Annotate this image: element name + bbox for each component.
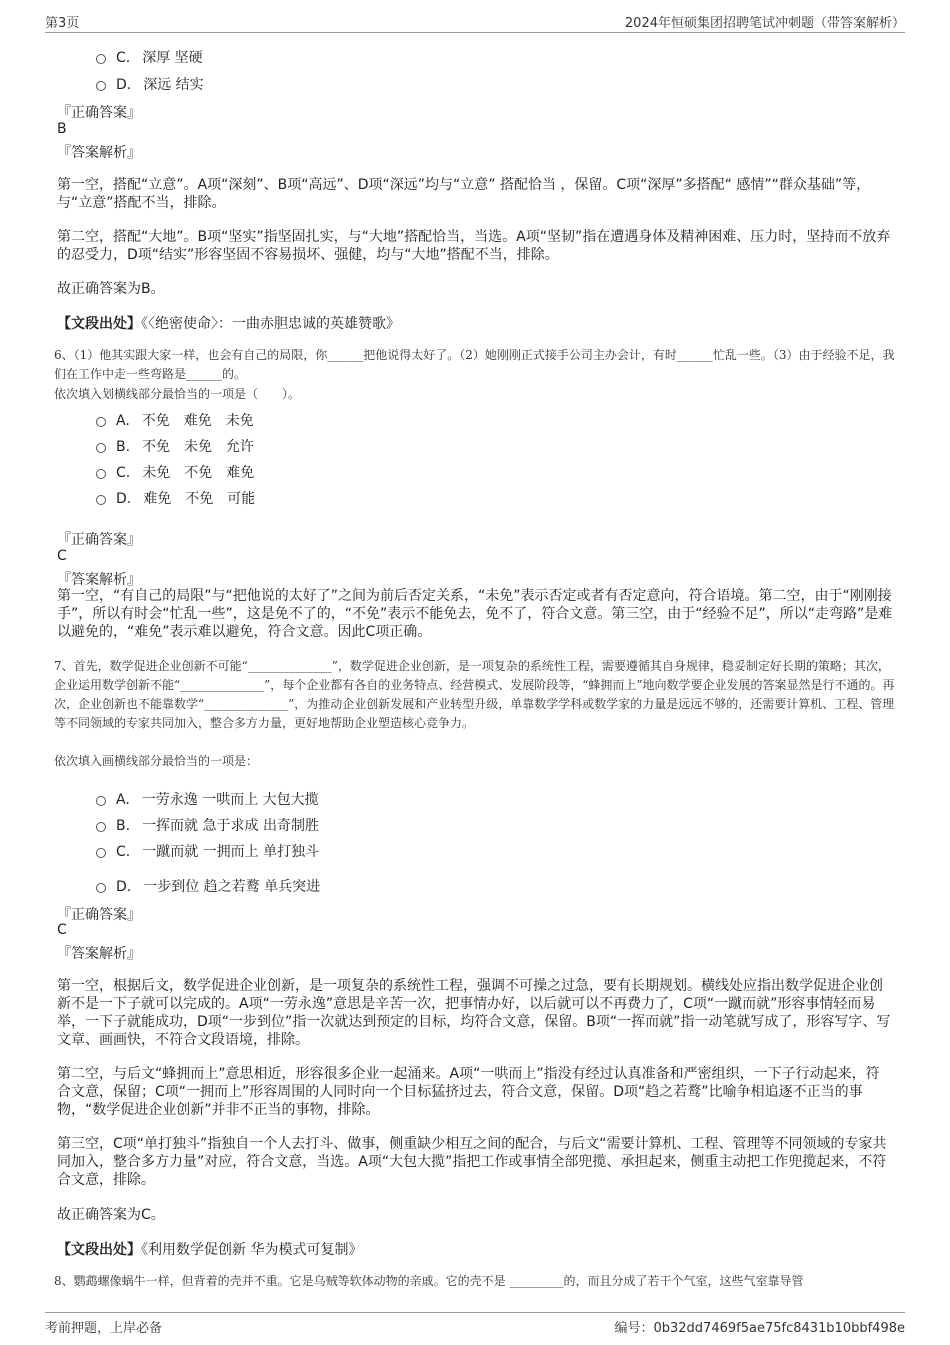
correct-answer: C	[57, 922, 67, 938]
analysis-label: 『答案解析』	[57, 946, 141, 962]
radio-icon[interactable]	[96, 469, 106, 479]
radio-icon[interactable]	[96, 883, 106, 893]
question-prompt: 依次填入画横线部分最恰当的一项是：	[54, 754, 259, 768]
radio-icon[interactable]	[96, 443, 106, 453]
option-c[interactable]: C. 深厚 坚硬	[96, 47, 203, 67]
source-label: 【文段出处】	[57, 1242, 141, 1258]
option-d[interactable]: D. 一步到位 趋之若鹜 单兵突进	[96, 876, 320, 896]
radio-icon[interactable]	[96, 848, 106, 858]
analysis-paragraph: 第一空，根据后文，数学促进企业创新，是一项复杂的系统性工程，强调不可操之过急，要有长期规划。横线处应指出数学促进企业创新不是一下子就可以完成的。A项“一劳永逸”意思是辛苦一次，把事情办好，以后就可以不再费力了，C项“一蹴而就”形容事情轻而易举，一下子就能成功，D项“一步到位”指一次就达到预定的目标，均符合文意，保留。B项“一挥而就”指一动笔就写成了，形容写字、写文章、画画快，不符合文段语境，排除。	[57, 978, 891, 1048]
option-b[interactable]: B. 不免 未免 允许	[96, 436, 254, 456]
radio-icon[interactable]	[96, 796, 106, 806]
analysis-paragraph: 第二空，搭配“大地”。B项“坚实”指坚固扎实，与“大地”搭配恰当，当选。A项“坚韧”指在遭遇身体及精神困难、压力时，坚持而不放弃的忍受力，D项“结实”形容坚固不容易损坏、强健，均与“大地”搭配不当，排除。	[57, 229, 891, 263]
analysis-label: 『答案解析』	[57, 572, 141, 588]
analysis-paragraph: 第二空，与后文“蜂拥而上”意思相近，形容很多企业一起涌来。A项“一哄而上”指没有经过认真准备和严密组织，一下子行动起来，符合文意，保留；C项“一拥而上”形容周围的人同时向一个目标猛挤过去，符合文意，保留。D项“趋之若鹜”比喻争相追逐不正当的事物，“数学促进企业创新”并非不正当的事物，排除。	[57, 1066, 880, 1118]
page-header	[45, 12, 905, 33]
option-c[interactable]: C. 一蹴而就 一拥而上 单打独斗	[96, 841, 319, 861]
analysis-paragraph: 第一空，“有自己的局限”与“把他说的太好了”之间为前后否定关系，“未免”表示否定或者有否定意向，符合语境。第二空，由于“刚刚接手”，所以有时会“忙乱一些”，这是免不了的，“不免”表示不能免去，免不了，符合文意。第三空，由于“经验不足”，所以“走弯路”是难以避免的，“难免”表示难以避免，符合文意。因此C项正确。	[57, 588, 893, 640]
analysis-paragraph: 第一空，搭配“立意”。A项“深刻”、B项“高远”、D项“深远”均与“立意” 搭配恰当 ，保留。C项“深厚”多搭配“ 感情”“群众基础”等，与“立意”搭配不当，排除。	[57, 177, 871, 211]
option-d[interactable]: D. 深远 结实	[96, 74, 204, 94]
analysis-paragraph: 第三空，C项“单打独斗”指独自一个人去打斗、做事，侧重缺少相互之间的配合，与后文“需要计算机、工程、管理等不同领域的专家共同加入，整合多方力量”对应，符合文意，当选。A项“大包大揽”指把工作或事情全部兜揽、承担起来，侧重主动把工作兜揽起来，不符合文意，排除。	[57, 1136, 887, 1188]
text-source	[57, 313, 400, 333]
page-footer	[45, 1312, 905, 1337]
document-id: 编号：0b32dd7469f5ae75fc8431b10bbf498e	[614, 1321, 905, 1336]
radio-icon[interactable]	[96, 81, 106, 91]
radio-icon[interactable]	[96, 822, 106, 832]
option-b[interactable]: B. 一挥而就 急于求成 出奇制胜	[96, 815, 319, 835]
analysis-conclusion: 故正确答案为B。	[57, 281, 165, 297]
analysis-conclusion: 故正确答案为C。	[57, 1207, 165, 1223]
option-a[interactable]: A. 一劳永逸 一哄而上 大包大揽	[96, 789, 319, 809]
radio-icon[interactable]	[96, 495, 106, 505]
radio-icon[interactable]	[96, 417, 106, 427]
page-number: 第3页	[45, 16, 80, 31]
radio-icon[interactable]	[96, 54, 106, 64]
footer-slogan: 考前押题，上岸必备	[45, 1321, 163, 1336]
source-title: 《利用数学促创新 华为模式可复制》	[141, 1242, 363, 1258]
correct-answer: C	[57, 548, 67, 564]
question-stem: 8、鹦鹉螺像蜗牛一样，但背着的壳并不重。它是乌贼等软体动物的亲戚。它的壳不是 _________的，而且分成了若干个气室，这些气室靠导管	[54, 1274, 804, 1288]
correct-answer-label: 『正确答案』	[57, 907, 141, 923]
question-stem: 6、（1）他其实跟大家一样，也会有自己的局限，你______把他说得太好了。（2）她刚刚正式接手公司主办会计，有时______忙乱一些。（3）由于经验不足，我们在工作中走一些弯路是______的。	[54, 348, 895, 381]
source-label: 【文段出处】	[57, 316, 141, 332]
source-title: 《〈绝密使命〉：一曲赤胆忠诚的英雄赞歌》	[141, 316, 400, 332]
correct-answer-label: 『正确答案』	[57, 105, 141, 121]
option-d[interactable]: D. 难免 不免 可能	[96, 488, 255, 508]
option-a[interactable]: A. 不免 难免 未免	[96, 410, 254, 430]
option-c[interactable]: C. 未免 不免 难免	[96, 462, 254, 482]
question-prompt: 依次填入划横线部分最恰当的一项是（ ）。	[54, 387, 301, 401]
correct-answer-label: 『正确答案』	[57, 532, 141, 548]
analysis-label: 『答案解析』	[57, 145, 141, 161]
text-source	[57, 1239, 362, 1259]
question-stem: 7、首先，数学促进企业创新不可能“______________”，数学促进企业创新，是一项复杂的系统性工程，需要遵循其自身规律，稳妥制定好长期的策略；其次，企业运用数学创新不能“______________”，每个企业都有各自的业务特点、经营模式、发展阶段等，“蜂拥而上”地向数学要企业发展的答案显然是行不通的。再次，企业创新也不能靠数学“______________”，为推动企业创新发展和产业转型升级，单靠数学学科或数学家的力量是远远不够的，还需要计算机、工程、管理等不同领域的专家共同加入，整合多方力量，更好地帮助企业塑造核心竞争力。	[54, 659, 895, 730]
correct-answer: B	[57, 121, 67, 137]
document-title: 2024年恒硕集团招聘笔试冲刺题（带答案解析）	[624, 16, 905, 31]
